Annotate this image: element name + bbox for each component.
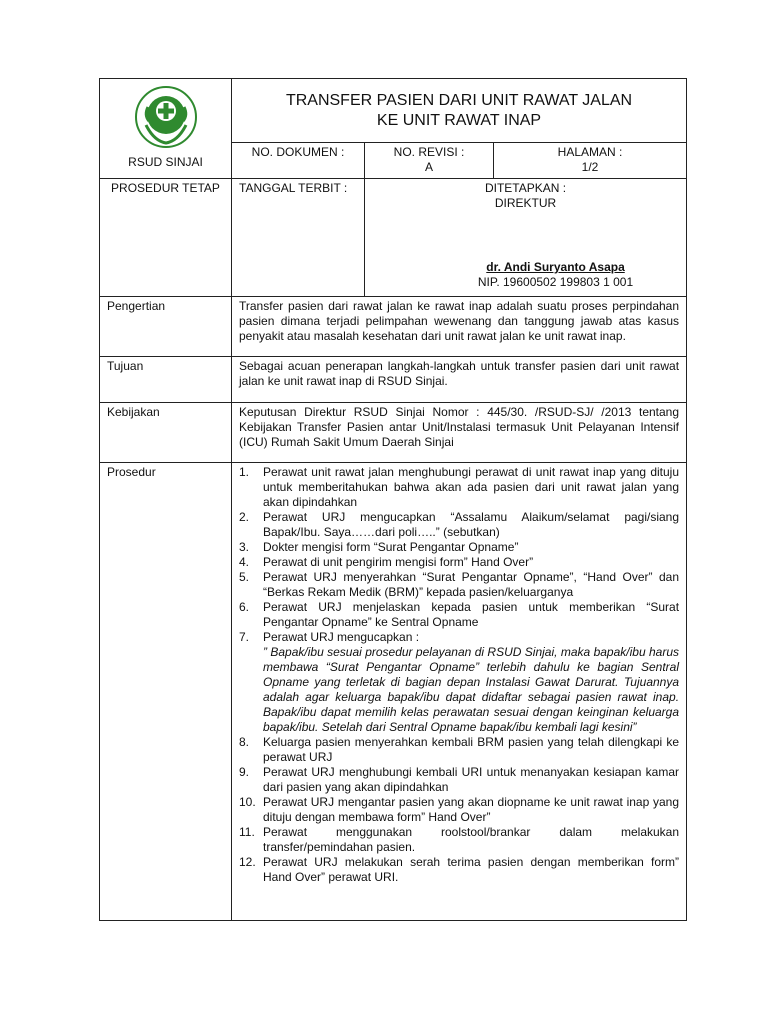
kebijakan-text: Keputusan Direktur RSUD Sinjai Nomor : 445/30. /RSUD-SJ/ /2013 tentang Kebijakan Transfer Pasien antar Unit/Instalasi termasuk Unit Pelayanan Intensif (ICU) Rumah Sakit Umum Daerah Sinjai <box>232 403 687 463</box>
category-cell <box>100 179 232 297</box>
step-number: 1. <box>239 465 250 479</box>
step-number: 11. <box>239 825 255 839</box>
step-text <box>263 795 679 825</box>
pengertian-label: Pengertian <box>100 297 232 357</box>
step-main-text: Dokter mengisi form “Surat Pengantar Opname” <box>263 540 519 554</box>
step-main-text: Keluarga pasien menyerahkan kembali BRM pasien yang telah dilengkapi ke perawat URJ <box>263 735 680 764</box>
step-main-text: Perawat unit rawat jalan menghubungi perawat di unit rawat inap yang dituju untuk memberitahukan bahwa akan ada pasien dari unit rawat jalan yang akan dipindahkan <box>263 465 680 509</box>
step-text <box>263 630 679 735</box>
doc-title <box>232 79 687 143</box>
step-number: 4. <box>239 555 250 569</box>
step-text <box>263 600 679 630</box>
step-main-text: Perawat URJ mengucapkan : <box>263 630 420 644</box>
title-line-1: TRANSFER PASIEN DARI UNIT RAWAT JALAN <box>285 91 633 109</box>
procedure-step <box>239 465 679 510</box>
step-text <box>263 735 679 765</box>
step-text <box>263 540 679 555</box>
tujuan-text: Sebagai acuan penerapan langkah-langkah untuk transfer pasien dari unit rawat jalan ke unit rawat inap di RSUD Sinjai. <box>232 357 687 403</box>
prosedur-label: Prosedur <box>100 463 232 921</box>
approved-role: DIREKTUR <box>494 196 557 210</box>
signer-name: dr. Andi Suryanto Asapa <box>486 260 625 274</box>
step-number: 7. <box>239 630 250 644</box>
step-text <box>263 765 679 795</box>
pengertian-text: Transfer pasien dari rawat jalan ke rawat inap adalah suatu proses perpindahan pasien dimana terjadi pelimpahan wewenang dan tanggung jawab atas kasus penyakit atau masalah kesehatan dari unit rawat jalan ke unit rawat inap. <box>232 297 687 357</box>
procedure-step <box>239 600 679 630</box>
step-main-text: Perawat di unit pengirim mengisi form” Hand Over” <box>263 555 534 569</box>
step-number: 8. <box>239 735 250 749</box>
step-text <box>263 510 679 540</box>
prosedur-steps-cell <box>232 463 687 921</box>
category-label: PROSEDUR TETAP <box>111 181 220 195</box>
kebijakan-label: Kebijakan <box>100 403 232 463</box>
step-number: 3. <box>239 540 250 554</box>
step-main-text: Perawat URJ mengantar pasien yang akan diopname ke unit rawat inap yang dituju dengan membawa form” Hand Over” <box>263 795 680 824</box>
procedure-step <box>239 735 679 765</box>
step-number: 2. <box>239 510 250 524</box>
logo-cell <box>100 79 232 179</box>
step-main-text: Perawat URJ mengucapkan “Assalamu Alaikum/selamat pagi/siang Bapak/Ibu. Saya……dari poli…..” (sebutkan) <box>263 510 680 539</box>
issue-date-cell <box>232 179 365 297</box>
step-main-text: Perawat URJ melakukan serah terima pasien dengan memberikan form” Hand Over” perawat URI. <box>263 855 680 884</box>
step-text <box>263 855 679 885</box>
step-text <box>263 825 679 855</box>
rsud-logo-icon <box>134 85 198 149</box>
step-number: 6. <box>239 600 250 614</box>
doc-number-cell <box>232 143 365 179</box>
procedure-step <box>239 540 679 555</box>
procedure-step <box>239 570 679 600</box>
step-text <box>263 570 679 600</box>
doc-number-label: NO. DOKUMEN : <box>251 145 345 159</box>
step-text <box>263 555 679 570</box>
approved-label: DITETAPKAN : <box>484 181 567 195</box>
revision-label: NO. REVISI : <box>393 145 465 159</box>
procedure-step <box>239 765 679 795</box>
page-cell <box>494 143 687 179</box>
page-label: HALAMAN : <box>557 145 623 159</box>
procedure-step <box>239 825 679 855</box>
step-quote: ” Bapak/ibu sesuai prosedur pelayanan di RSUD Sinjai, maka bapak/ibu harus membawa “Surat Pengantar Opname” terlebih dahulu ke bagian Sentral Opname yang terletak di bagian depan Instalasi Gawat Darurat. Tujuannya adalah agar keluarga bapak/ibu dapat didaftar sebagai pasien rawat inap. Bapak/ibu dapat memilih kelas perawatan sesuai dengan keinginan keluarga bapak/ibu. Setelah dari Sentral Opname bapak/ibu kembali lagi kesini” <box>263 645 680 734</box>
procedure-step <box>239 630 679 735</box>
step-number: 12. <box>239 855 256 869</box>
step-number: 10. <box>239 795 256 809</box>
step-main-text: Perawat URJ menyerahkan “Surat Pengantar Opname”, “Hand Over” dan “Berkas Rekam Medik (BRM)” kepada pasien/keluarganya <box>263 570 680 599</box>
approval-cell <box>365 179 687 297</box>
procedure-steps-list <box>239 465 679 885</box>
procedure-step <box>239 510 679 540</box>
sop-table <box>99 78 687 921</box>
signer-nip: NIP. 19600502 199803 1 001 <box>477 275 634 289</box>
title-line-2: KE UNIT RAWAT INAP <box>376 111 542 129</box>
tujuan-label: Tujuan <box>100 357 232 403</box>
step-main-text: Perawat menggunakan roolstool/brankar dalam melakukan transfer/pemindahan pasien. <box>263 825 680 854</box>
page-value: 1/2 <box>581 160 599 174</box>
step-main-text: Perawat URJ menjelaskan kepada pasien untuk memberikan “Surat Pengantar Opname” ke Sentral Opname <box>263 600 680 629</box>
step-number: 9. <box>239 765 250 779</box>
revision-value: A <box>424 160 433 174</box>
procedure-step <box>239 855 679 885</box>
revision-cell <box>365 143 494 179</box>
org-name: RSUD SINJAI <box>128 155 203 169</box>
step-text <box>263 465 679 510</box>
issue-date-label: TANGGAL TERBIT : <box>239 181 348 195</box>
step-number: 5. <box>239 570 250 584</box>
step-main-text: Perawat URJ menghubungi kembali URI untuk menanyakan kesiapan kamar dari pasien yang akan dipindahkan <box>263 765 680 794</box>
procedure-step <box>239 795 679 825</box>
procedure-step <box>239 555 679 570</box>
